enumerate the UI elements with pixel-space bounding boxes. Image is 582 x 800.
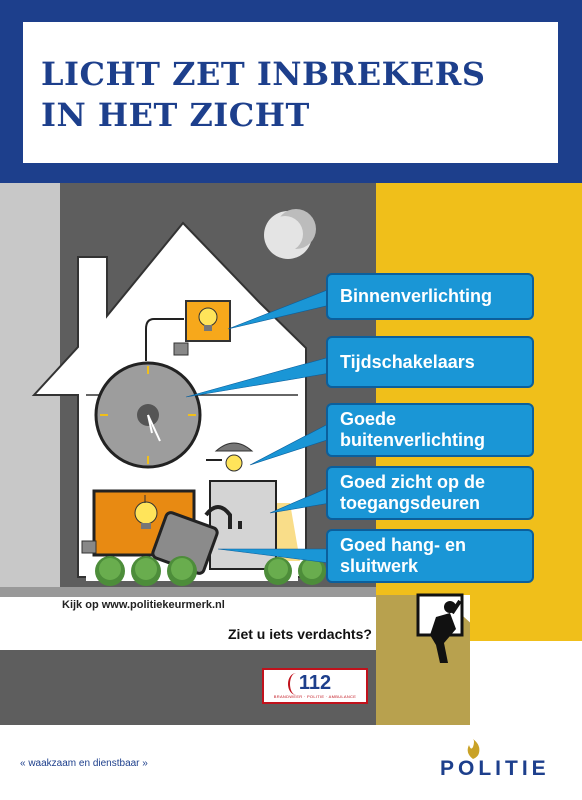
question-text: Ziet u iets verdachts?	[228, 626, 372, 642]
sidewalk	[0, 587, 376, 597]
police-logo-text: POLITIE	[440, 757, 550, 780]
emergency-badge	[262, 668, 368, 704]
footer	[0, 725, 582, 800]
title-line-2: IN HET ZICHT	[41, 96, 310, 134]
callout-binnenverlichting: Binnenverlichting	[326, 273, 534, 320]
callout-buitenverlichting: Goede buitenverlichting	[326, 403, 534, 457]
callout-hang-sluitwerk: Goed hang- en sluitwerk	[326, 529, 534, 583]
slogan: « waakzaam en dienstbaar »	[20, 758, 148, 769]
title-line-1: LICHT ZET INBREKERS	[41, 55, 486, 93]
timer-clock-icon	[96, 363, 200, 467]
header-banner	[0, 0, 582, 183]
callout-toegangsdeuren: Goed zicht op de toegangsdeuren	[326, 466, 534, 520]
illustration-scene	[0, 183, 582, 725]
emergency-number: 112	[298, 672, 332, 694]
title-box	[23, 22, 558, 163]
website-text[interactable]: Kijk op www.politiekeurmerk.nl	[62, 599, 225, 611]
callout-tijdschakelaars: Tijdschakelaars	[326, 336, 534, 388]
light-bulb-icon	[186, 301, 230, 341]
yard-white-lower	[470, 641, 582, 725]
front-door	[210, 481, 276, 569]
emergency-subtext: BRANDWEER · POLITIE · AMBULANCE	[273, 694, 357, 699]
